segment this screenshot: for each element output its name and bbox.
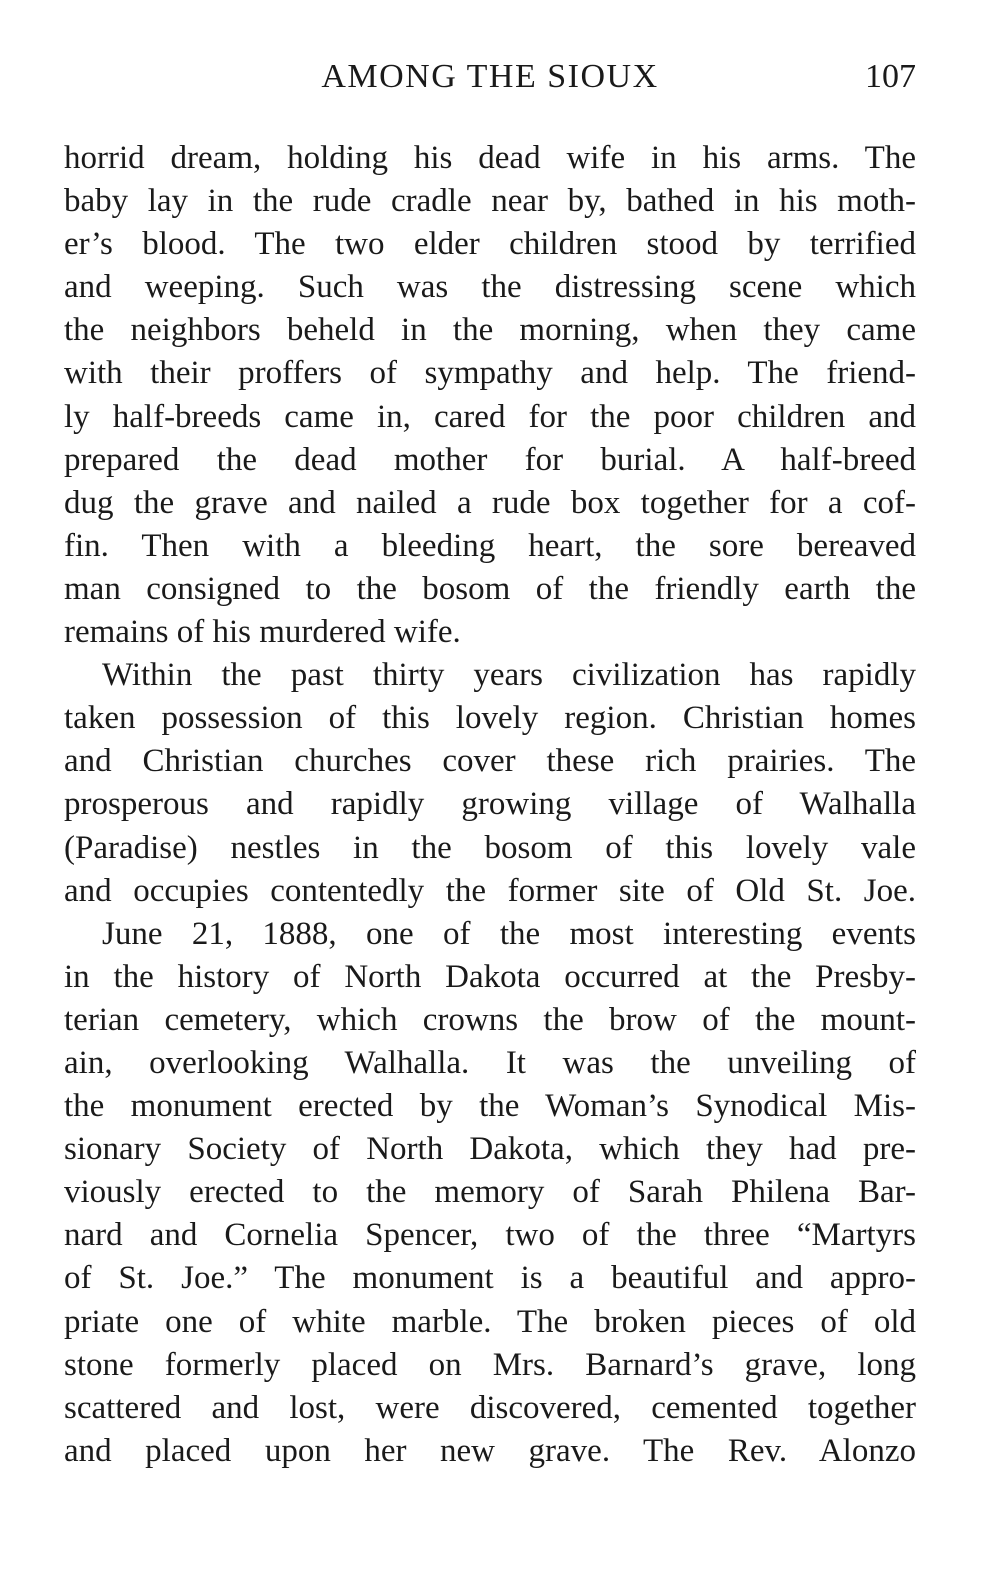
text-line: horrid dream, holding his dead wife in his arms. The bbox=[64, 140, 916, 176]
paragraph-last-line: remains of his murdered wife. bbox=[64, 614, 461, 651]
text-line: and placed upon her new grave. The Rev. Alonzo bbox=[64, 1432, 916, 1469]
text-line: ly half-breeds came in, cared for the poor children and bbox=[64, 398, 916, 435]
paragraph-first-line: June 21, 1888, one of the most interesting events bbox=[102, 915, 916, 952]
text-line: dug the grave and nailed a rude box together for a cof- bbox=[64, 484, 916, 521]
text-line: sionary Society of North Dakota, which they had pre- bbox=[64, 1131, 916, 1168]
text-line: taken possession of this lovely region. Christian homes bbox=[64, 700, 916, 737]
text-line: fin. Then with a bleeding heart, the sore bereaved bbox=[64, 527, 916, 564]
text-line: prosperous and rapidly growing village of Walhalla bbox=[64, 786, 916, 823]
text-line: terian cemetery, which crowns the brow of the mount- bbox=[64, 1001, 916, 1038]
text-line: and Christian churches cover these rich prairies. The bbox=[64, 743, 916, 780]
text-line: priate one of white marble. The broken pieces of old bbox=[64, 1303, 916, 1340]
text-line: with their proffers of sympathy and help. The friend- bbox=[64, 355, 916, 392]
running-head bbox=[64, 52, 916, 102]
text-line: in the history of North Dakota occurred at the Presby- bbox=[64, 958, 916, 995]
body-text bbox=[64, 137, 916, 1473]
text-line: er’s blood. The two elder children stood by terrified bbox=[64, 226, 916, 263]
text-line: prepared the dead mother for burial. A half-breed bbox=[64, 441, 916, 478]
running-title: AMONG THE SIOUX bbox=[321, 58, 659, 95]
text-line: man consigned to the bosom of the friendly earth the bbox=[64, 570, 916, 607]
text-line: of St. Joe.” The monument is a beautiful and appro- bbox=[64, 1260, 916, 1297]
text-line: the monument erected by the Woman’s Synodical Mis- bbox=[64, 1088, 916, 1125]
text-line: viously erected to the memory of Sarah Philena Bar- bbox=[64, 1174, 916, 1211]
text-line: baby lay in the rude cradle near by, bathed in his moth- bbox=[64, 183, 916, 220]
text-line: nard and Cornelia Spencer, two of the three “Martyrs bbox=[64, 1217, 916, 1254]
text-line: ain, overlooking Walhalla. It was the unveiling of bbox=[64, 1044, 916, 1081]
text-line: and weeping. Such was the distressing scene which bbox=[64, 269, 916, 306]
paragraph-first-line: Within the past thirty years civilization has rapidly bbox=[102, 657, 916, 694]
paragraph-last-line: and occupies contentedly the former site of Old St. Joe. bbox=[64, 872, 916, 909]
text-line: scattered and lost, were discovered, cemented together bbox=[64, 1389, 916, 1426]
page-number: 107 bbox=[865, 58, 916, 95]
text-line: the neighbors beheld in the morning, when they came bbox=[64, 312, 916, 349]
text-line: (Paradise) nestles in the bosom of this lovely vale bbox=[64, 829, 916, 866]
text-line: stone formerly placed on Mrs. Barnard’s grave, long bbox=[64, 1346, 916, 1383]
